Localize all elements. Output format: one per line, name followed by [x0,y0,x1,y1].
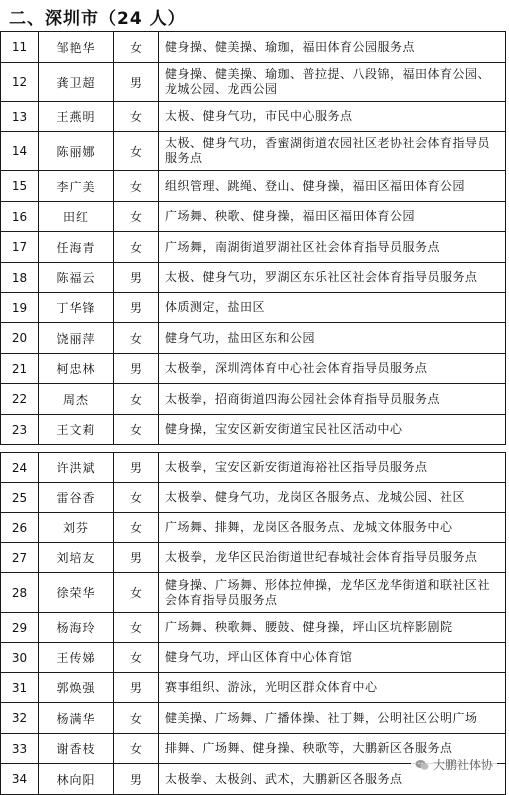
instructor-specialty-location: 健身气功，坪山区体育中心体育馆 [159,643,506,673]
instructor-gender: 女 [114,202,159,232]
instructor-name: 刘培友 [39,543,114,573]
table-row [1,453,506,483]
instructor-table-part2 [0,452,506,795]
instructor-specialty-location: 太极拳、太极剑、武术，大鹏新区各服务点 [159,764,506,795]
instructor-specialty-location: 体质测定，盐田区 [159,293,506,323]
row-number: 19 [1,293,39,323]
row-number: 31 [1,673,39,703]
instructor-specialty-location: 太极拳，招商街道四海公园社会体育指导员服务点 [159,384,506,415]
table-row [1,543,506,573]
instructor-specialty-location: 太极拳、健身气功，龙岗区各服务点、龙城公园、社区 [159,483,506,513]
instructor-gender: 女 [114,483,159,513]
table-row [1,613,506,643]
instructor-name: 谢香枝 [39,734,114,764]
row-number: 33 [1,734,39,764]
row-number: 28 [1,573,39,613]
table-row [1,513,506,543]
instructor-gender: 女 [114,734,159,764]
row-number: 16 [1,202,39,232]
row-number: 18 [1,263,39,293]
row-number: 26 [1,513,39,543]
instructor-specialty-location: 太极、健身气功，香蜜湖街道农园社区老协社会体育指导员服务点 [159,132,506,171]
instructor-table-part1 [0,31,506,445]
row-number: 11 [1,32,39,63]
instructor-name: 王文莉 [39,415,114,445]
instructor-gender: 男 [114,293,159,323]
row-number: 12 [1,63,39,102]
instructor-name: 徐荣华 [39,573,114,613]
instructor-name: 李广美 [39,171,114,202]
instructor-gender: 女 [114,102,159,132]
watermark-text: 大鹏社体协 [432,758,493,772]
instructor-gender: 女 [114,323,159,354]
title-bar [0,0,509,30]
table-row [1,384,506,415]
instructor-specialty-location: 健美操、广场舞、广播体操、社丁舞，公明社区公明广场 [159,703,506,734]
row-number: 21 [1,354,39,384]
table-row [1,232,506,263]
instructor-specialty-location: 健身操、健美操、瑜珈，福田体育公园服务点 [159,32,506,63]
row-number: 29 [1,613,39,643]
instructor-gender: 女 [114,132,159,171]
table-row [1,415,506,445]
instructor-gender: 女 [114,415,159,445]
row-number: 14 [1,132,39,171]
instructor-specialty-location: 赛事组织、游泳，光明区群众体育中心 [159,673,506,703]
watermark [411,755,497,774]
instructor-gender: 男 [114,453,159,483]
instructor-specialty-location: 健身操，宝安区新安街道宝民社区活动中心 [159,415,506,445]
table-row [1,171,506,202]
table-row [1,573,506,613]
instructor-gender: 男 [114,543,159,573]
row-number: 32 [1,703,39,734]
instructor-name: 陈丽娜 [39,132,114,171]
instructor-name: 王燕明 [39,102,114,132]
instructor-name: 丁华锋 [39,293,114,323]
instructor-gender: 女 [114,32,159,63]
table-row [1,673,506,703]
instructor-name: 饶丽萍 [39,323,114,354]
instructor-gender: 男 [114,63,159,102]
table-row [1,293,506,323]
instructor-specialty-location: 广场舞、秧歌舞、腰鼓、健身操，坪山区坑梓影剧院 [159,613,506,643]
instructor-specialty-location: 广场舞，南湖街道罗湖社区社会体育指导员服务点 [159,232,506,263]
instructor-name: 杨满华 [39,703,114,734]
row-number: 27 [1,543,39,573]
instructor-name: 周杰 [39,384,114,415]
table-row [1,63,506,102]
instructor-specialty-location: 健身操、广场舞、形体拉伸操，龙华区龙华街道和联社区社会体育指导员服务点 [159,573,506,613]
instructor-name: 刘芬 [39,513,114,543]
instructor-name: 王传娣 [39,643,114,673]
instructor-gender: 男 [114,764,159,795]
instructor-name: 陈福云 [39,263,114,293]
instructor-specialty-location: 排舞、广场舞、健身操、秧歌等，大鹏新区各服务点 [159,734,506,764]
instructor-specialty-location: 太极、健身气功，市民中心服务点 [159,102,506,132]
instructor-specialty-location: 健身操、健美操、瑜珈、普拉提、八段锦，福田体育公园、龙城公园、龙西公园 [159,63,506,102]
instructor-specialty-location: 太极拳，宝安区新安街道海裕社区指导员服务点 [159,453,506,483]
row-number: 22 [1,384,39,415]
instructor-gender: 女 [114,232,159,263]
instructor-name: 郭焕强 [39,673,114,703]
instructor-gender: 女 [114,643,159,673]
instructor-specialty-location: 广场舞、排舞，龙岗区各服务点、龙城文体服务中心 [159,513,506,543]
table-row [1,483,506,513]
table-row [1,323,506,354]
instructor-name: 任海青 [39,232,114,263]
row-number: 24 [1,453,39,483]
instructor-name: 田红 [39,202,114,232]
table-row [1,102,506,132]
table-row [1,703,506,734]
table-row [1,263,506,293]
instructor-gender: 女 [114,613,159,643]
instructor-specialty-location: 广场舞、秧歌、健身操，福田区福田体育公园 [159,202,506,232]
instructor-name: 林向阳 [39,764,114,795]
instructor-gender: 女 [114,171,159,202]
instructor-gender: 男 [114,673,159,703]
instructor-name: 许洪斌 [39,453,114,483]
instructor-name: 雷谷香 [39,483,114,513]
instructor-gender: 女 [114,513,159,543]
row-number: 20 [1,323,39,354]
wechat-icon [415,759,429,771]
table-row [1,132,506,171]
instructor-name: 邹艳华 [39,32,114,63]
row-number: 17 [1,232,39,263]
row-number: 15 [1,171,39,202]
instructor-specialty-location: 太极、健身气功，罗湖区东乐社区社会体育指导员服务点 [159,263,506,293]
instructor-gender: 女 [114,573,159,613]
instructor-specialty-location: 组织管理、跳绳、登山、健身操，福田区福田体育公园 [159,171,506,202]
instructor-gender: 女 [114,384,159,415]
row-number: 30 [1,643,39,673]
instructor-specialty-location: 太极拳，深圳湾体育中心社会体育指导员服务点 [159,354,506,384]
row-number: 23 [1,415,39,445]
instructor-specialty-location: 健身气功，盐田区东和公园 [159,323,506,354]
table-row [1,202,506,232]
instructor-gender: 男 [114,354,159,384]
row-number: 25 [1,483,39,513]
table-row [1,354,506,384]
row-number: 13 [1,102,39,132]
instructor-gender: 男 [114,263,159,293]
instructor-name: 龚卫超 [39,63,114,102]
table-row [1,32,506,63]
instructor-gender: 女 [114,703,159,734]
instructor-name: 杨海玲 [39,613,114,643]
instructor-name: 柯忠林 [39,354,114,384]
row-number: 34 [1,764,39,795]
table-row [1,643,506,673]
instructor-specialty-location: 太极拳，龙华区民治街道世纪春城社会体育指导员服务点 [159,543,506,573]
section-title: 二、深圳市（24 人） [9,9,186,29]
